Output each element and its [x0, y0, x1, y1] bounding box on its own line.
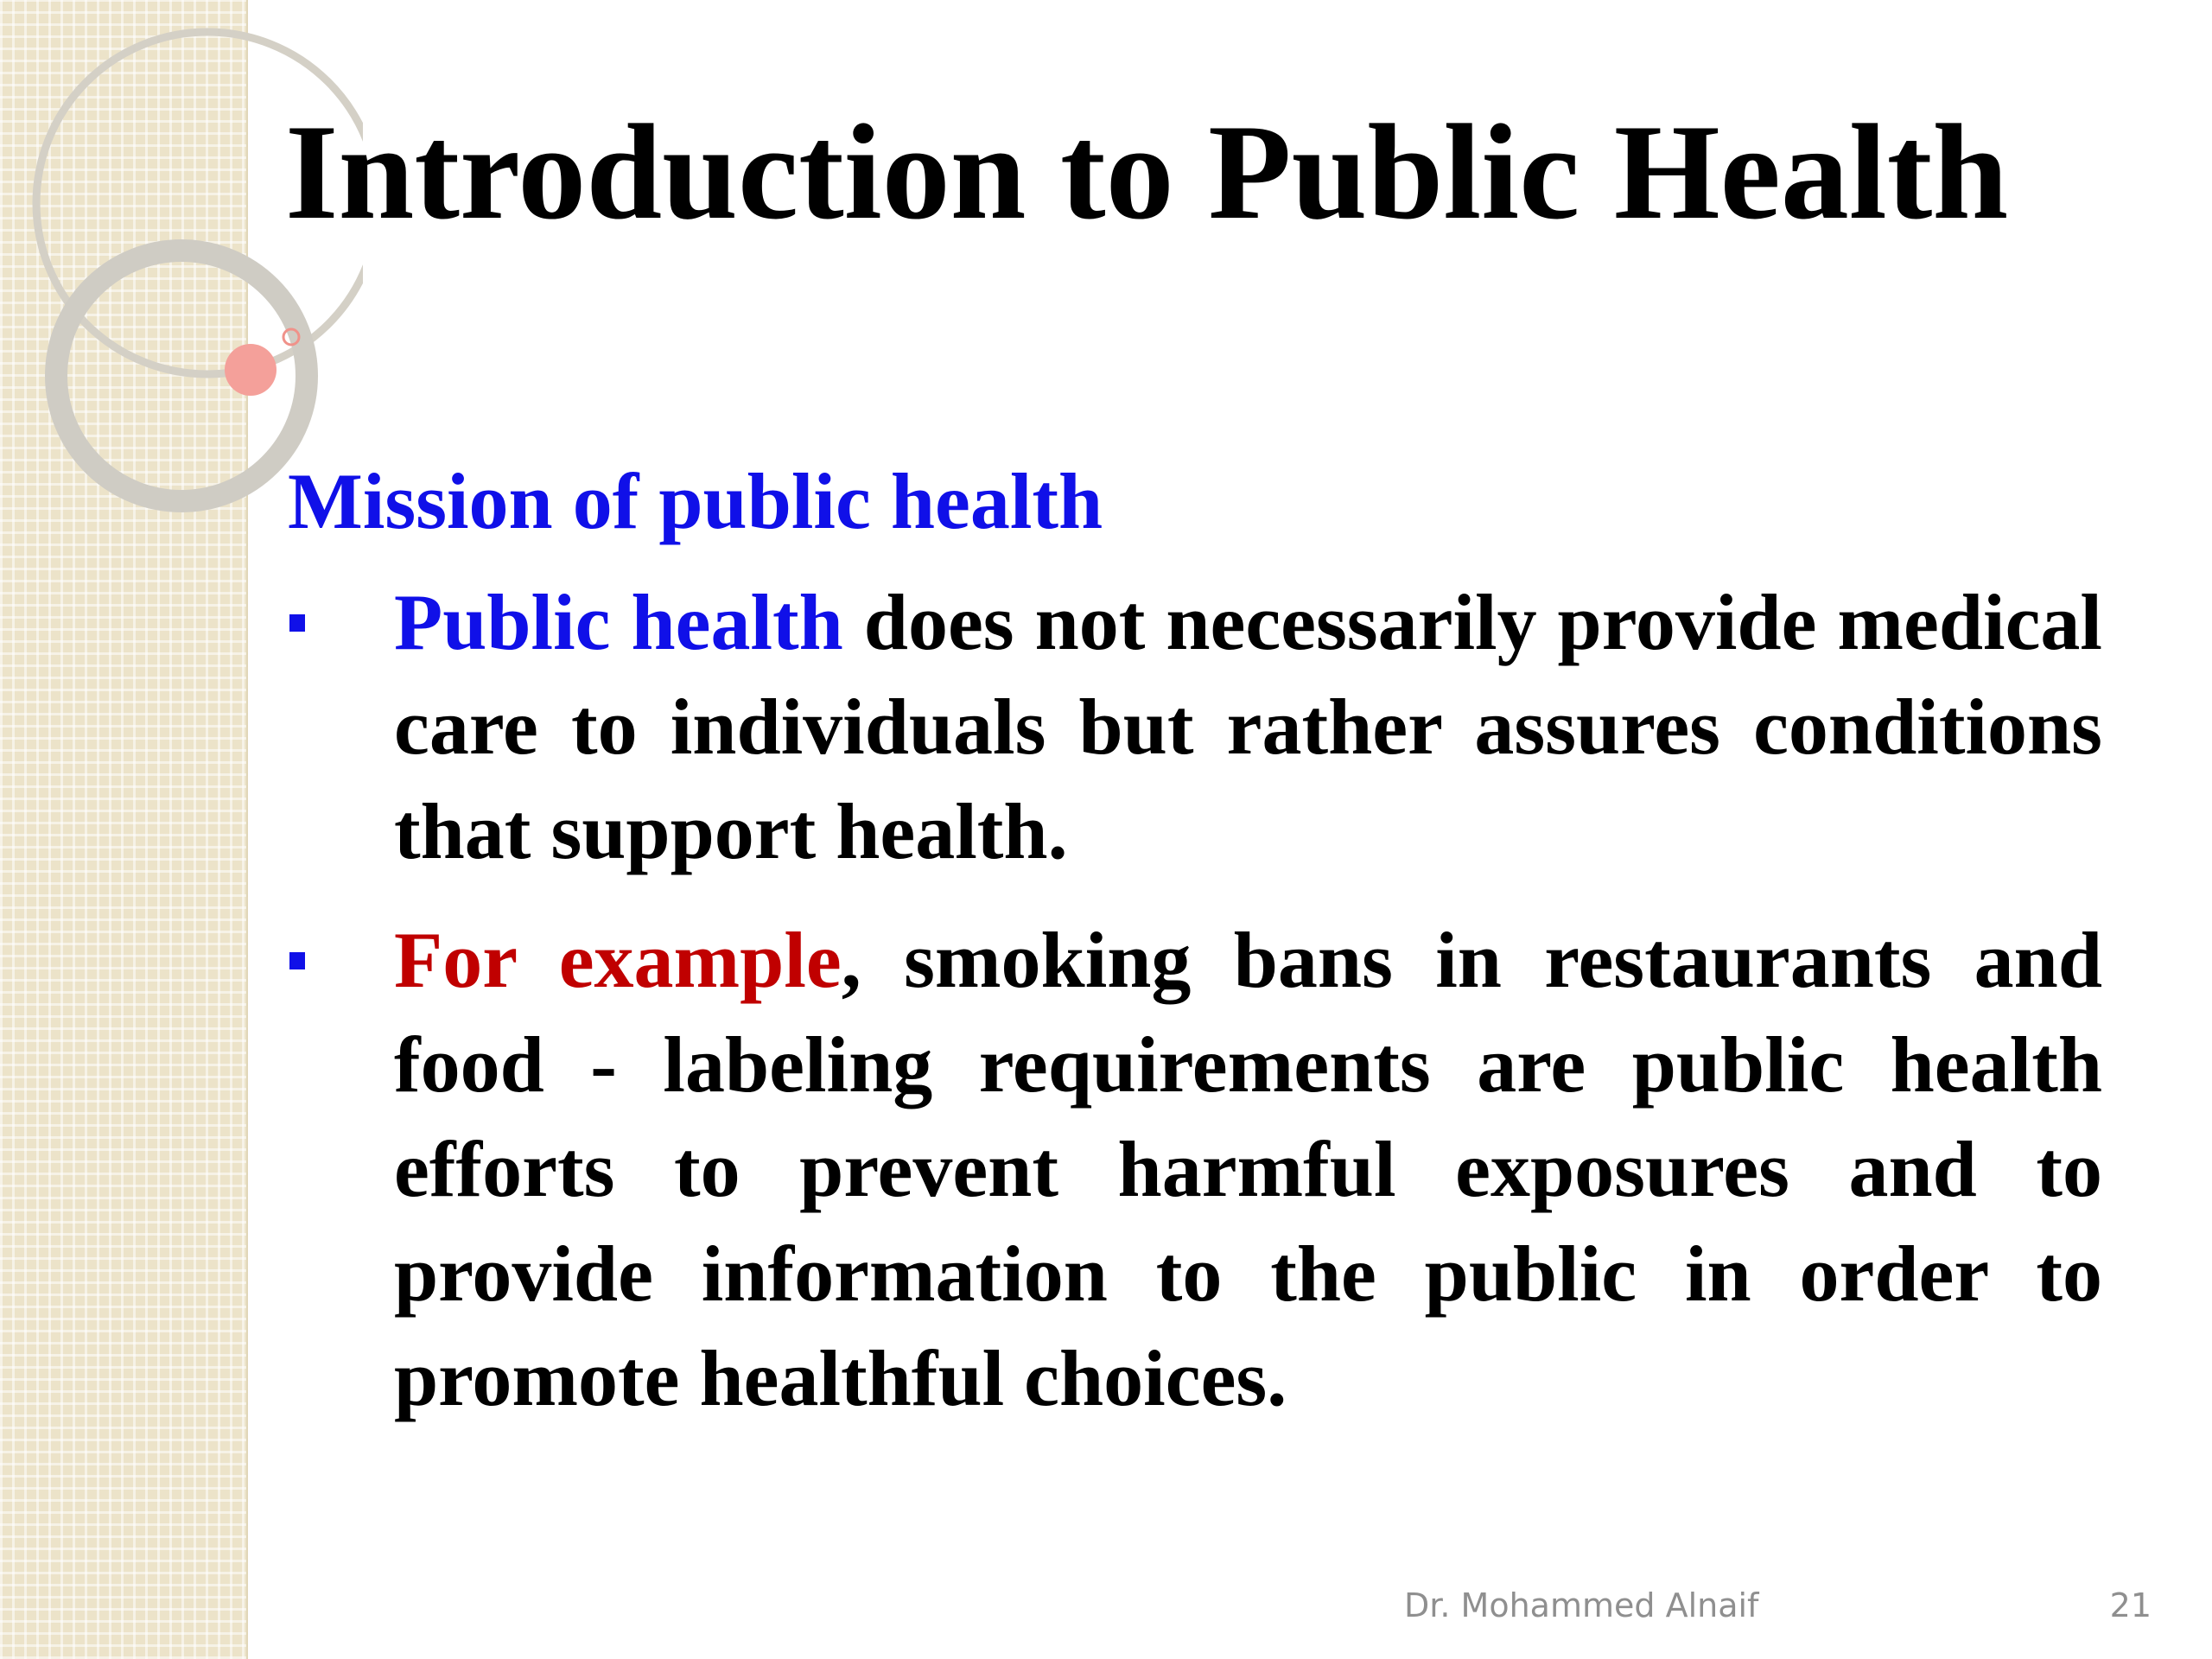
- bullet-highlight-for-example: For example: [394, 916, 842, 1004]
- bullet-text-example: , smoking bans in restaurants and food - labeling requirements are public health efforts to prevent harmful exposures and to provide information to the public in order to promote healthful choices.: [394, 916, 2103, 1422]
- slide-title: Introduction to Public Health: [285, 97, 2009, 248]
- section-heading: Mission of public health: [288, 457, 1103, 545]
- bullet-text-public-health: does not necessarily provide medical care to individuals but rather assures conditions that support health.: [394, 578, 2102, 875]
- square-bullet-icon: [289, 614, 305, 632]
- bullet-item-example: [288, 908, 2102, 1431]
- decorative-dot-filled: [225, 344, 276, 396]
- bullet-list: [288, 570, 2102, 1455]
- footer-author: Dr. Mohammed Alnaif: [1404, 1586, 1759, 1624]
- page-number: 21: [2109, 1586, 2152, 1624]
- bullet-highlight-public-health: Public health: [394, 578, 843, 666]
- bullet-item-public-health: [288, 570, 2102, 884]
- square-bullet-icon: [289, 952, 305, 969]
